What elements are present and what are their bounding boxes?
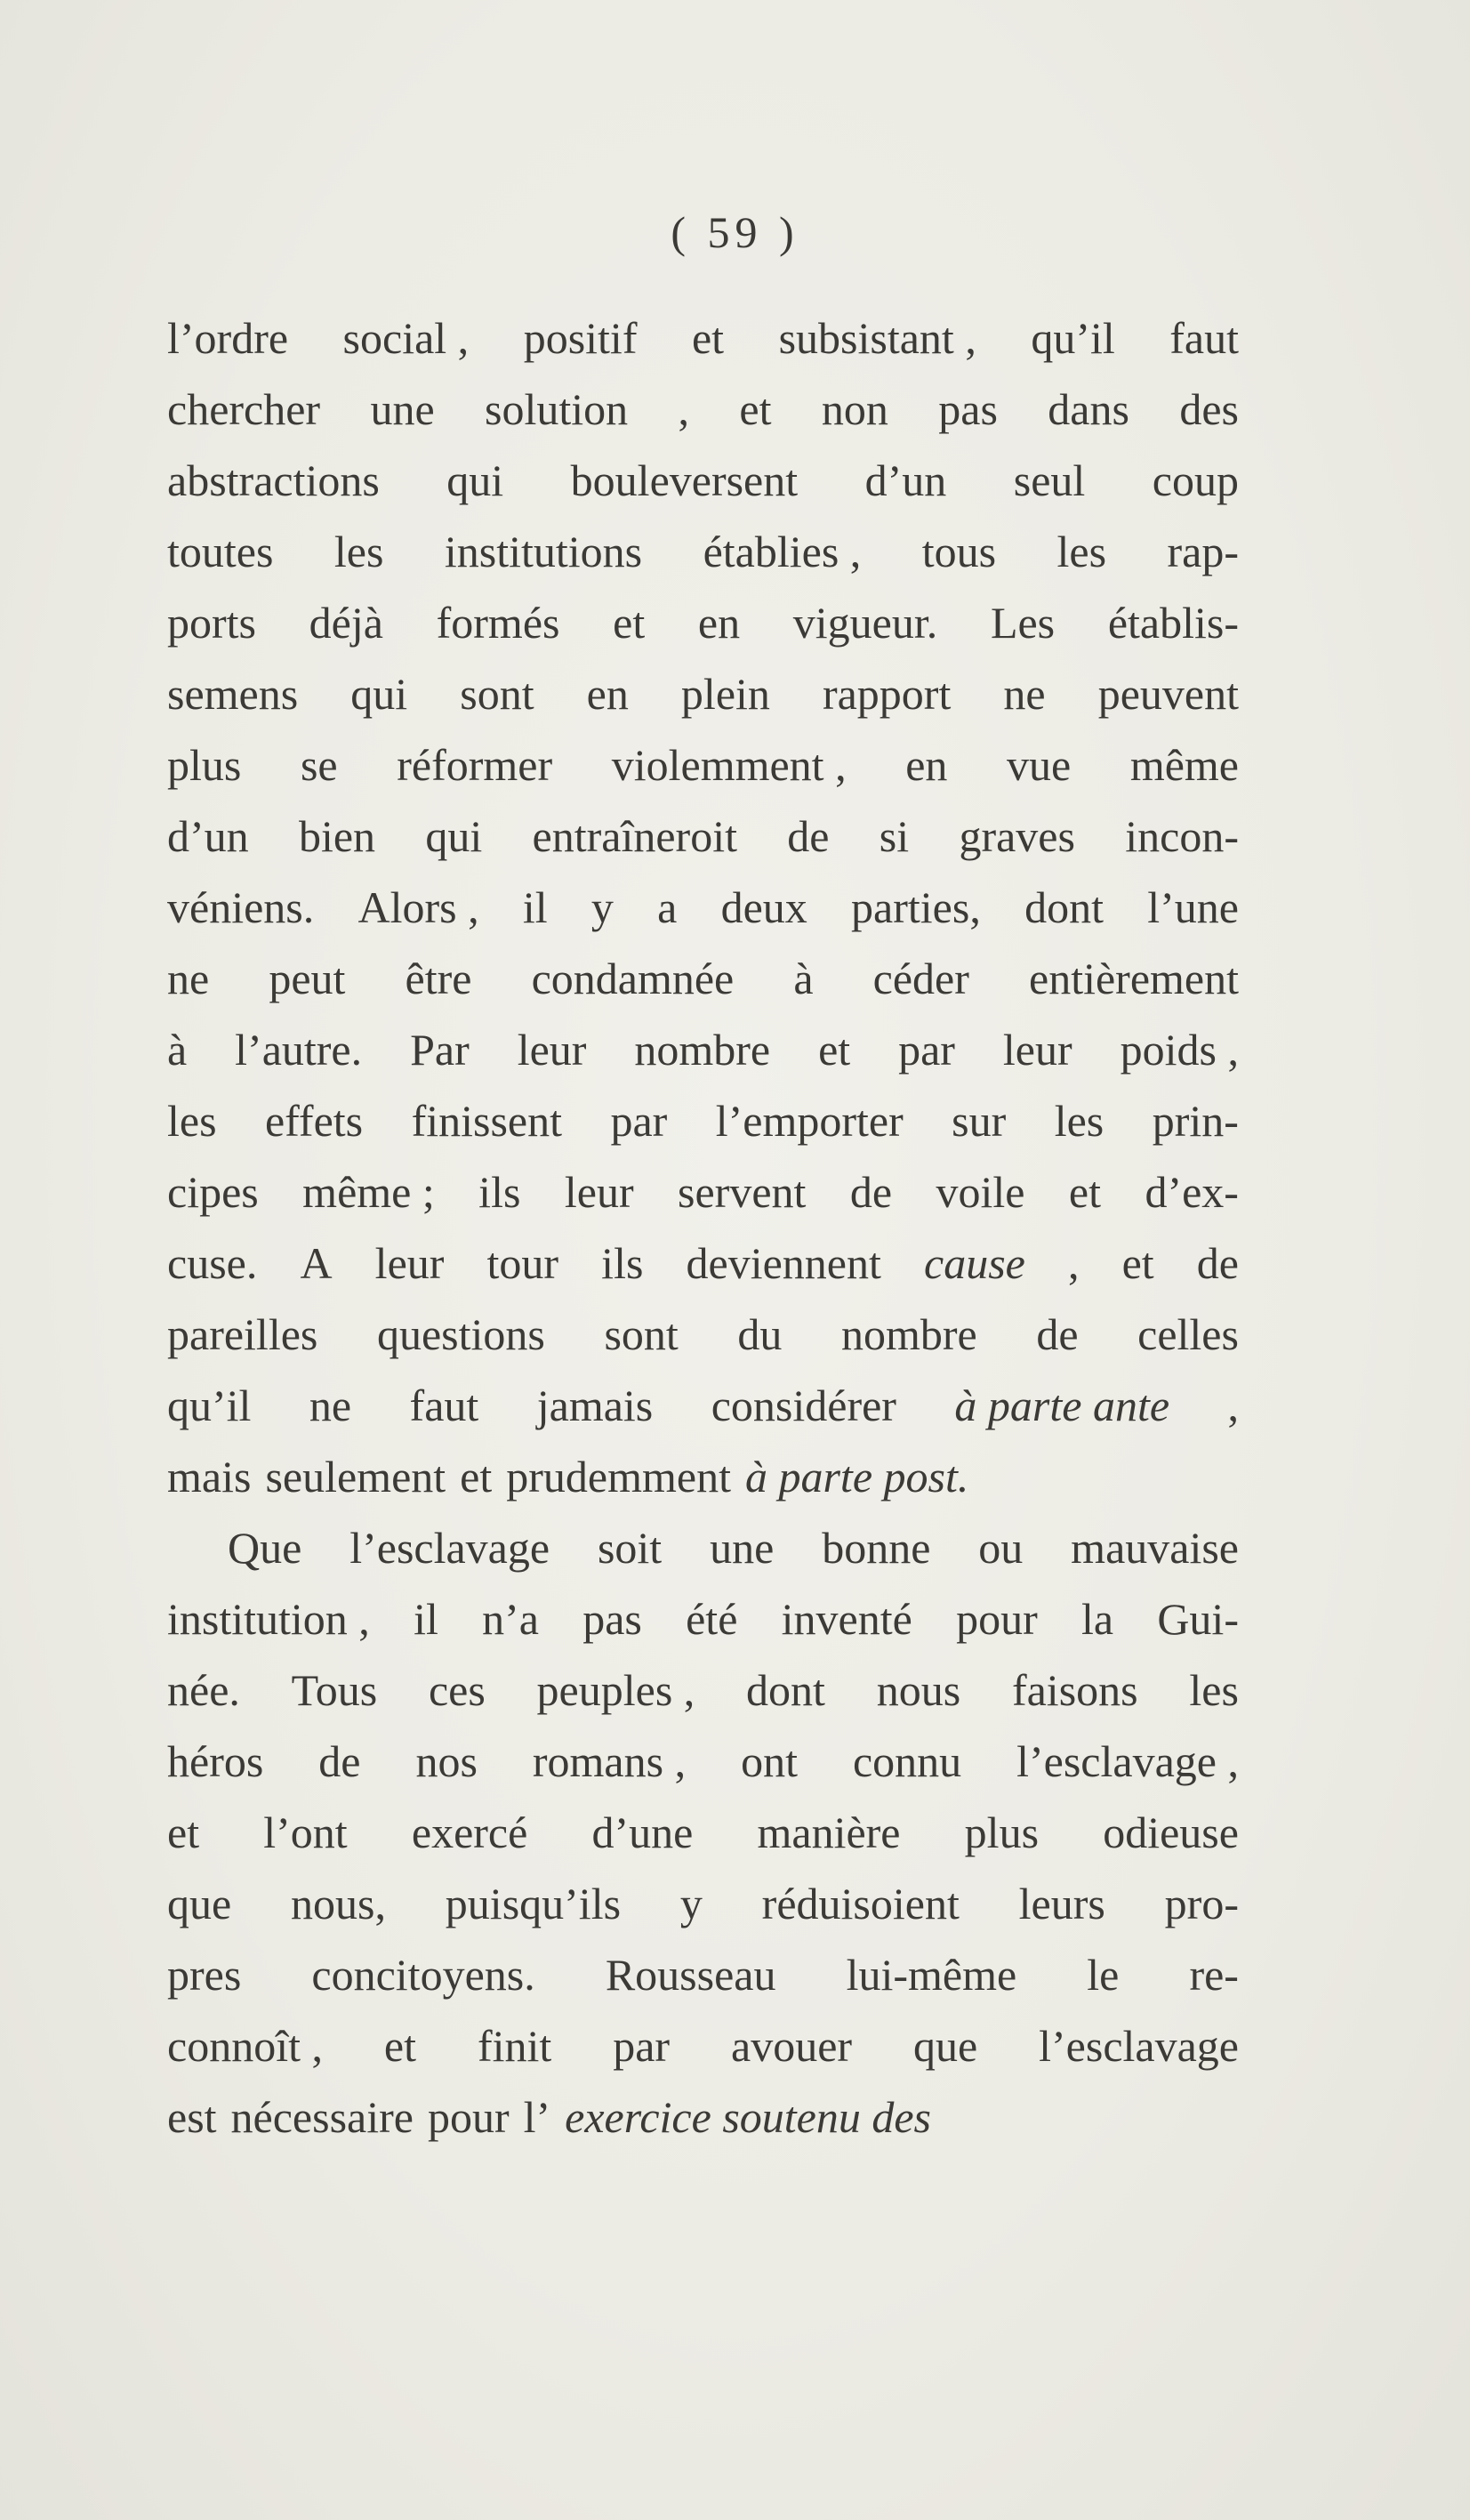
word: leur [374,1238,445,1288]
word: nombre [634,1025,771,1075]
word: pro- [1164,1879,1239,1928]
word: dont [1024,882,1104,932]
word: rap- [1167,527,1239,576]
word: nécessaire [230,2092,414,2142]
text-line [167,1512,1239,1583]
word: même ; [302,1167,435,1217]
word: Gui- [1157,1594,1239,1644]
word: l’ont [263,1807,348,1857]
word: condamnée [531,954,735,1003]
word: ne [309,1381,352,1430]
word: d’un [864,455,947,505]
word: peuvent [1097,669,1239,719]
word: deux [720,882,807,932]
word: , [678,384,690,434]
word: soit [597,1523,663,1573]
word: institutions [444,527,643,576]
word: été [686,1594,738,1644]
word: cause [924,1238,1025,1288]
text-line [167,445,1239,516]
word: réduisoient [761,1879,960,1928]
word: questions [376,1309,545,1359]
word: une [370,384,435,434]
word: nombre [841,1309,977,1359]
word: leurs [1018,1879,1105,1928]
word: ne [1003,669,1046,719]
word: , [1067,1238,1080,1288]
word: de [787,811,830,861]
text-line [167,1156,1239,1228]
word: faut [409,1381,479,1430]
word: qu’il [167,1381,252,1430]
text-line [167,801,1239,872]
word: qui [350,669,408,719]
word: prin- [1152,1096,1239,1146]
word: pres [167,1950,242,2000]
word: l’emporter [715,1096,904,1146]
word: de [1036,1309,1079,1359]
word: considérer [711,1381,896,1430]
text-line [167,1868,1239,1939]
word: lui-même [846,1950,1017,2000]
word: ne [167,954,210,1003]
word: qui [425,811,483,861]
word: ports [167,598,256,648]
text-line [167,2081,1239,2153]
word: d’un [167,811,249,861]
word: peut [269,954,346,1003]
word: à [793,954,814,1003]
word: finit [477,2021,552,2071]
word: et [383,2021,417,2071]
word: du [737,1309,783,1359]
word: non [821,384,888,434]
word: leur [1002,1025,1072,1075]
word: il [414,1594,438,1644]
word: ils [478,1167,521,1217]
word: manière [757,1807,901,1857]
word: établies , [703,527,862,576]
word: sur [952,1096,1007,1146]
text-line [167,302,1239,374]
word: leur [564,1167,634,1217]
text-line [167,516,1239,587]
word: avouer [731,2021,853,2071]
word: et [818,1025,851,1075]
word: vigueur. [792,598,938,648]
word: et [1068,1167,1102,1217]
text-line [167,943,1239,1014]
word: nous [876,1665,961,1715]
word: déjà [309,598,383,648]
text-line [167,587,1239,658]
word: des [1179,384,1239,434]
word: pareilles [167,1309,318,1359]
word: l’ [523,2092,551,2142]
word: seulement [265,1452,446,1502]
word: coup [1152,455,1239,505]
word: bien [298,811,376,861]
word: positif [523,313,638,363]
word: peuples , [536,1665,695,1715]
word: nos [415,1736,478,1786]
word: Tous [291,1665,378,1715]
word: la [1080,1594,1114,1644]
word: sont [604,1309,679,1359]
text-line [167,658,1239,729]
word: faisons [1011,1665,1138,1715]
word: nous, [291,1879,386,1928]
word: de [849,1167,893,1217]
word: mais [167,1452,252,1502]
word: dont [746,1665,825,1715]
word: cuse. [167,1238,258,1288]
word: tour [486,1238,559,1288]
word: l’esclavage [1039,2021,1239,2071]
word: , [1227,1381,1239,1430]
word: à parte ante [954,1381,1170,1430]
word: connu [852,1736,962,1786]
word: réformer [397,740,553,790]
word: en [697,598,741,648]
word: Par [410,1025,470,1075]
word: à [167,1025,188,1075]
word: les [1189,1665,1239,1715]
word: Que [228,1523,302,1573]
word: l’esclavage , [1016,1736,1239,1786]
text-line [167,1583,1239,1655]
word: effets [264,1096,364,1146]
word: ces [428,1665,486,1715]
word: parties, [851,882,981,932]
word: celles [1137,1309,1239,1359]
word: par [898,1025,955,1075]
word: inventé [781,1594,912,1644]
word: ou [978,1523,1024,1573]
text-line [167,1441,1239,1512]
text-line [167,1228,1239,1299]
word: dans [1048,384,1129,434]
word: le [1087,1950,1120,2000]
word: solution [485,384,629,434]
text-line [167,1726,1239,1797]
word: que [912,2021,978,2071]
word: même [1129,740,1239,790]
word: finissent [411,1096,562,1146]
word: a [657,882,678,932]
word: A [300,1238,333,1288]
word: ils [601,1238,644,1288]
word: y [590,882,614,932]
text-line [167,1085,1239,1156]
word: romans , [532,1736,687,1786]
word: tous [921,527,997,576]
word: l’autre. [235,1025,363,1075]
word: et [460,1452,493,1502]
word: n’a [482,1594,539,1644]
word: graves [959,811,1075,861]
word: une [710,1523,775,1573]
word: l’ordre [167,313,289,363]
word: par [610,1096,668,1146]
word: violemment , [611,740,847,790]
word: mauvaise [1071,1523,1239,1573]
text-line [167,872,1239,943]
word: héros [167,1736,264,1786]
text-line [167,1014,1239,1085]
body-text [167,302,1239,2153]
word: poids , [1120,1025,1239,1075]
word: prudemment [506,1452,731,1502]
word: les [1056,527,1107,576]
word: pour [956,1594,1038,1644]
word: cipes [167,1167,259,1217]
word: plein [680,669,770,719]
word: bonne [822,1523,931,1573]
word: odieuse [1103,1807,1239,1857]
word: re- [1189,1950,1239,2000]
text-line [167,1655,1239,1726]
word: puisqu’ils [445,1879,622,1928]
text-line [167,2010,1239,2081]
word: Alors , [357,882,479,932]
word: à parte post. [744,1452,969,1502]
word: pour [427,2092,510,2142]
word: leur [517,1025,587,1075]
word: être [405,954,472,1003]
word: institution , [167,1594,370,1644]
word: vue [1007,740,1072,790]
word: de [1196,1238,1239,1288]
word: véniens. [167,882,315,932]
word: les [1054,1096,1105,1146]
word: rapport [822,669,952,719]
word: et [739,384,772,434]
word: connoît , [167,2021,323,2071]
word: jamais [536,1381,654,1430]
word: plus [964,1807,1040,1857]
word: exercé [411,1807,528,1857]
word: par [613,2021,671,2071]
word: il [522,882,548,932]
text-line [167,374,1239,445]
word: y [679,1879,703,1928]
page-number: ( 59 ) [671,207,799,257]
word: toutes [167,527,274,576]
text-line [167,1370,1239,1441]
word: qui [446,455,504,505]
word: faut [1169,313,1239,363]
word: pas [938,384,998,434]
word: en [905,740,948,790]
word: que [167,1879,232,1928]
word: plus [167,740,242,790]
word: l’une [1147,882,1239,932]
word: Rousseau [605,1950,776,2000]
text-line [167,729,1239,801]
word: et [1121,1238,1154,1288]
word: servent [678,1167,807,1217]
word: seul [1013,455,1086,505]
word: d’une [591,1807,694,1857]
word: se [300,740,338,790]
text-line [167,1939,1239,2010]
word: et [167,1807,200,1857]
word: deviennent [686,1238,881,1288]
text-line [167,1797,1239,1868]
word: en [586,669,629,719]
word: formés [436,598,560,648]
word: céder [872,954,969,1003]
word: établis- [1107,598,1239,648]
word: d’ex- [1145,1167,1239,1217]
word: concitoyens. [311,1950,535,2000]
word: l’esclavage [349,1523,550,1573]
word: abstractions [167,455,380,505]
word: Les [990,598,1056,648]
text-line [167,1299,1239,1370]
word: chercher [167,384,321,434]
word: bouleversent [570,455,799,505]
word: qu’il [1031,313,1115,363]
word: ont [741,1736,798,1786]
word: si [879,811,910,861]
word: de [318,1736,361,1786]
word: les [167,1096,217,1146]
word: entièrement [1029,954,1239,1003]
word: sont [460,669,534,719]
word: exercice soutenu des [565,2092,932,2142]
word: social , [342,313,470,363]
word: les [333,527,384,576]
word: subsistant , [778,313,976,363]
word: voile [936,1167,1025,1217]
word: et [691,313,725,363]
word: semens [167,669,299,719]
word: née. [167,1665,240,1715]
word: pas [582,1594,642,1644]
word: entraîneroit [532,811,737,861]
word: incon- [1125,811,1239,861]
word: est [167,2092,217,2142]
word: et [613,598,646,648]
